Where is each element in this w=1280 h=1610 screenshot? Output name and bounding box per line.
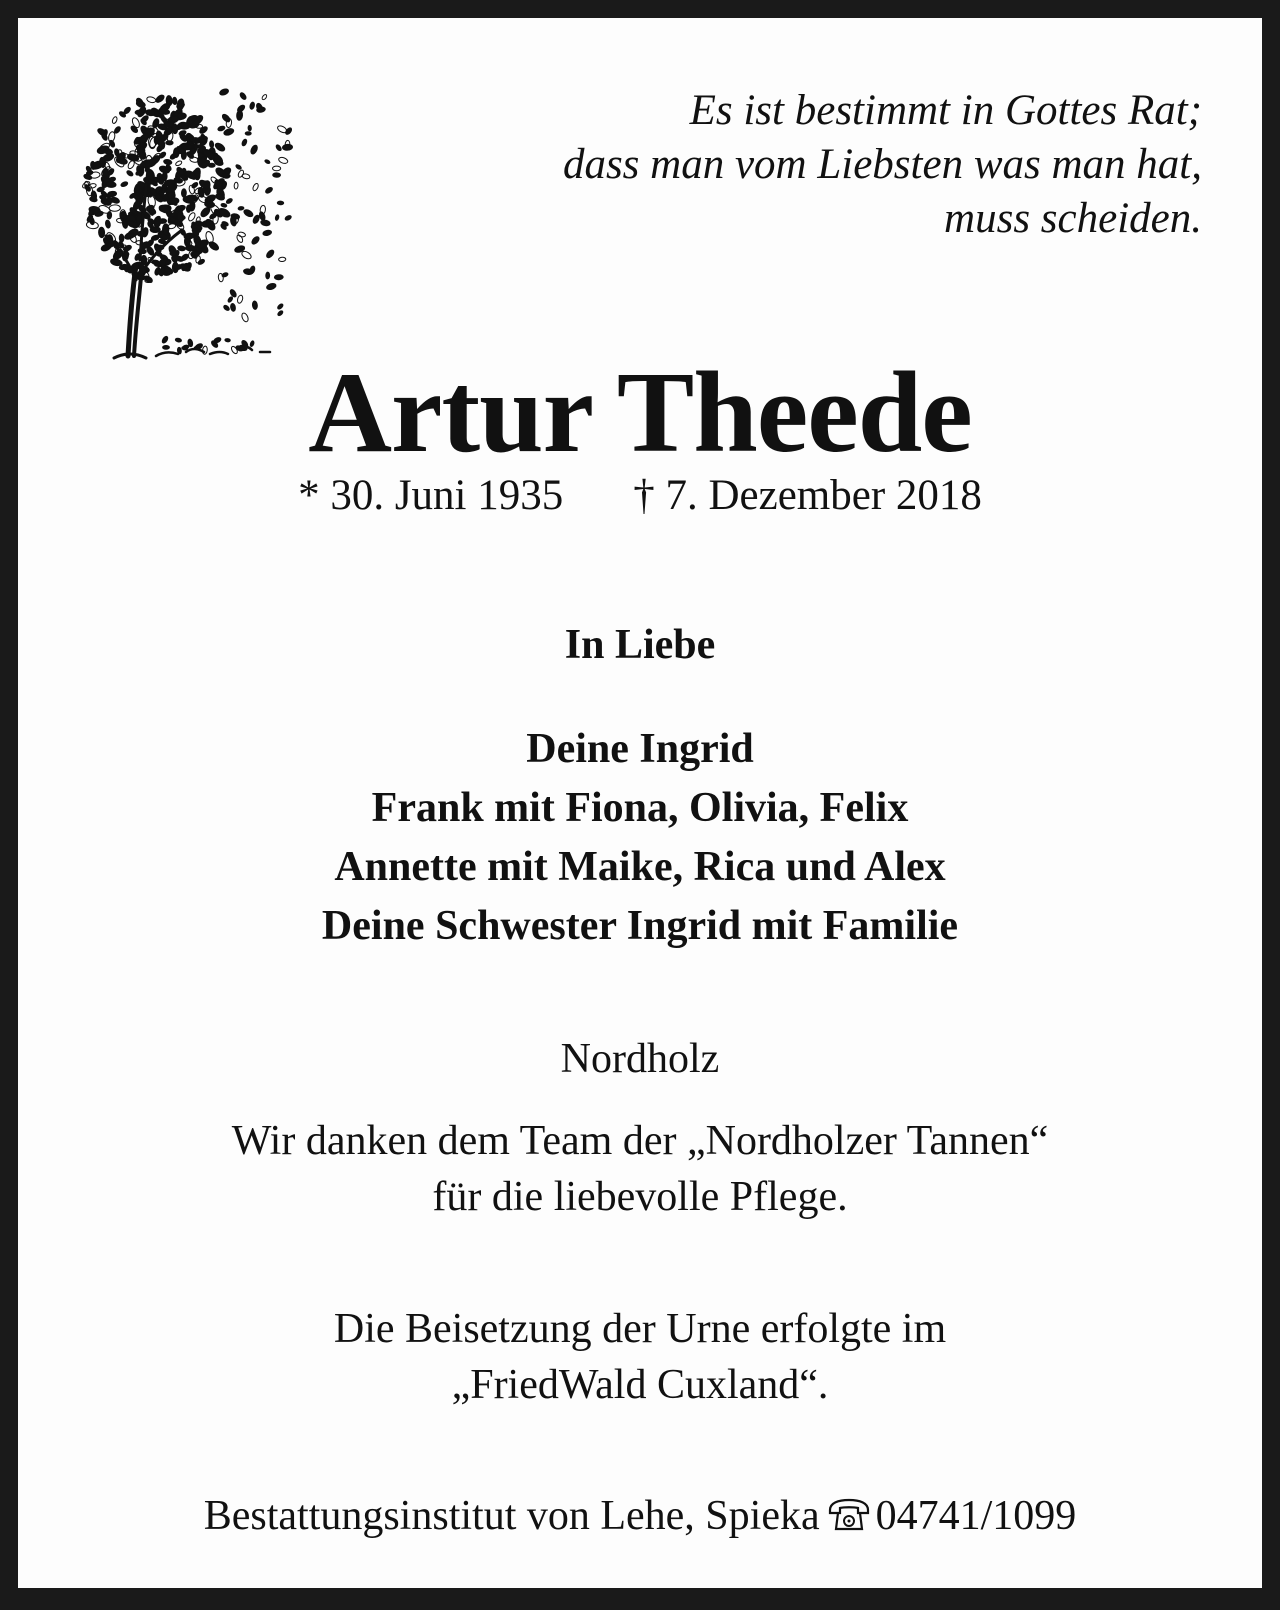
quote-line: Es ist bestimmt in Gottes Rat; [689, 87, 1202, 134]
family-member: Deine Schwester Ingrid mit Familie [321, 903, 959, 949]
family-member: Annette mit Maike, Rica und Alex [334, 844, 946, 890]
family-member: Frank mit Fiona, Olivia, Felix [371, 785, 909, 831]
in-love-heading: In Liebe [564, 622, 716, 668]
tree-leaves [81, 88, 292, 355]
birth-date: * 30. Juni 1935 [298, 472, 564, 519]
burial-line: „FriedWald Cuxland“. [451, 1362, 829, 1408]
thanks-text [18, 1113, 1262, 1225]
quote-line: dass man vom Liebsten was man hat, [562, 141, 1202, 188]
undertaker-footer [18, 1488, 1262, 1544]
telephone-icon [826, 1498, 872, 1532]
burial-line: Die Beisetzung der Urne erfolgte im [333, 1306, 947, 1352]
place: Nordholz [560, 1036, 720, 1082]
obituary-notice [18, 18, 1262, 1588]
undertaker-name: Bestattungsinstitut von Lehe, Spieka [203, 1493, 820, 1539]
burial-text [18, 1301, 1262, 1413]
quote [563, 84, 1202, 246]
phone-number: 04741/1099 [875, 1493, 1077, 1539]
quote-line: muss scheiden. [944, 195, 1202, 242]
thanks-line: Wir danken dem Team der „Nordholzer Tannen“ [231, 1118, 1049, 1164]
deceased-name: Artur Theede [308, 349, 972, 477]
life-dates [18, 468, 1262, 524]
tree-illustration [70, 60, 300, 370]
thanks-line: für die liebevolle Pflege. [432, 1174, 848, 1220]
family-list [18, 720, 1262, 956]
family-member: Deine Ingrid [526, 726, 754, 772]
death-date: † 7. Dezember 2018 [633, 472, 982, 519]
